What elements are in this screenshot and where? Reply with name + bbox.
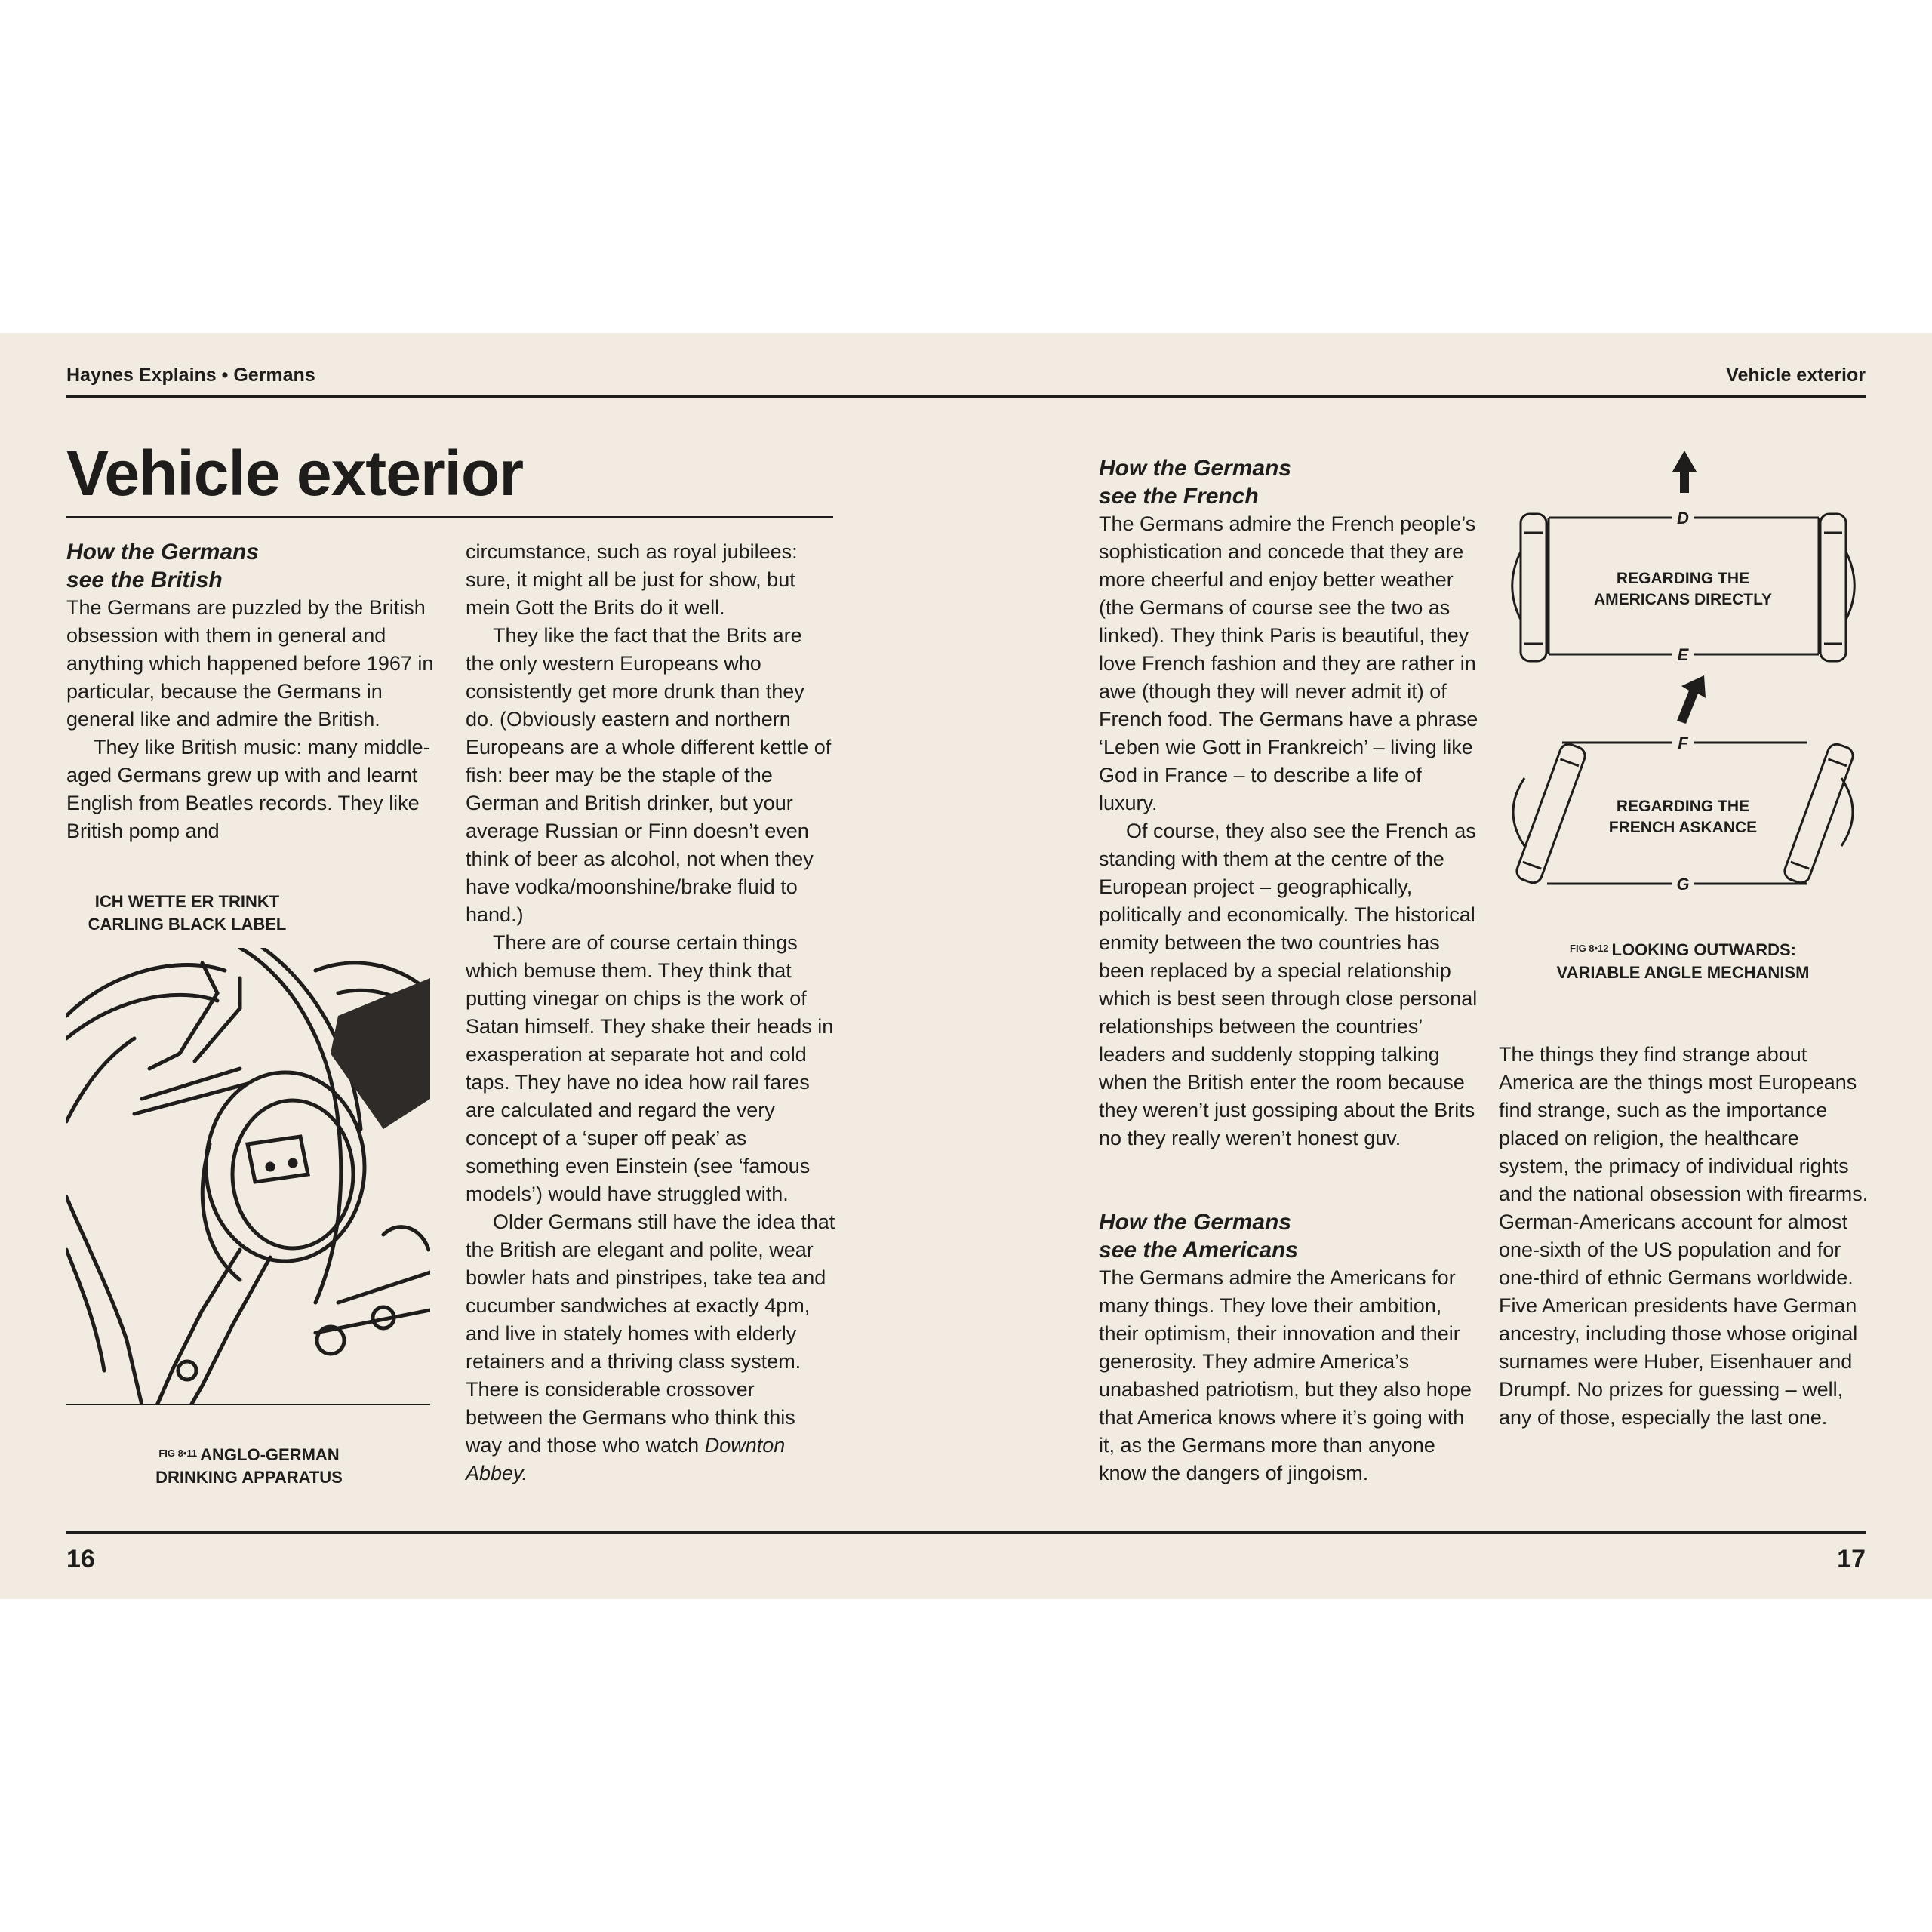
- drinking-apparatus-illustration: [66, 948, 430, 1405]
- fig11-callout-line1: ICH WETTE ER TRINKT: [94, 892, 280, 911]
- americans-column-2: [1499, 1041, 1869, 1432]
- fig12-number: FIG 8•12: [1570, 943, 1609, 954]
- arrow-diagonal-icon: [1677, 675, 1706, 724]
- arrow-up-icon: [1672, 451, 1697, 493]
- british-paragraph: circumstance, such as royal jubilees: sure, it might all be just for show, but mein Gott the Brits do it well.: [466, 540, 798, 619]
- header-rule: [66, 395, 1866, 398]
- americans-heading-line2: see the Americans: [1099, 1238, 1299, 1263]
- label-d: D: [1677, 509, 1689, 528]
- running-head-left: Haynes Explains • Germans: [66, 365, 315, 386]
- downton-abbey-title: Downton Abbey.: [466, 1434, 786, 1484]
- fig12-caption-line2: VARIABLE ANGLE MECHANISM: [1556, 963, 1810, 982]
- page-number-left: 16: [66, 1545, 95, 1574]
- book-spread: [0, 333, 1932, 1599]
- title-rule: [66, 516, 833, 518]
- fig11-caption-line1: ANGLO-GERMAN: [200, 1445, 340, 1464]
- french-paragraph: Of course, they also see the French as standing with them at the centre of the European project – geographically, politically and economically. The historical enmity between the two countries has been replaced by a special relationship which is best seen through close personal relationships between the countries’ leaders and suddenly stopping talking when the British enter the room because they weren’t just gossiping about the Brits no they really weren’t honest guv.: [1099, 820, 1478, 1149]
- fig11-caption-line2: DRINKING APPARATUS: [155, 1468, 343, 1487]
- french-column: [1099, 454, 1480, 1152]
- label-e: E: [1677, 645, 1689, 664]
- british-heading-line1: How the Germans: [66, 540, 260, 565]
- lower-label-line2: FRENCH ASKANCE: [1608, 819, 1758, 836]
- fig11-callout-line2: CARLING BLACK LABEL: [88, 915, 287, 934]
- british-paragraph: They like British music: many middle-aged Germans grew up with and learnt English from Beatles records. They like British pomp and: [66, 736, 430, 842]
- fig12-caption: [1502, 937, 1864, 984]
- page-number-right: 17: [1837, 1545, 1866, 1574]
- fig11-caption: [106, 1442, 392, 1489]
- french-heading-line1: How the Germans: [1099, 456, 1292, 481]
- upper-label-line2: AMERICANS DIRECTLY: [1593, 591, 1773, 608]
- british-paragraph: There are of course certain things which bemuse them. They think that putting vinegar on chips is the work of Satan himself. They shake their heads in exasperation at separate hot and cold taps. They have no idea how rail fares are calculated and regard the very concept of a ‘super off peak’ as something even Einstein (see ‘famous models’) would have struggled with.: [466, 931, 834, 1205]
- page-title: Vehicle exterior: [66, 438, 524, 509]
- americans-paragraph: The things they find strange about America are the things most Europeans find strange, such as the importance placed on religion, the healthcare system, the primacy of individual rights and the national obsession with firearms. German-Americans account for almost one-sixth of the US population and for one-third of ethnic Germans worldwide. Five American presidents have German ancestry, including those whose original surnames were Huber, Eisenhauer and Drumpf. No prizes for guessing – well, any of those, especially the last one.: [1499, 1043, 1869, 1429]
- variable-angle-mechanism-diagram: [1494, 446, 1864, 899]
- label-g: G: [1676, 875, 1690, 894]
- fig12-caption-line1: LOOKING OUTWARDS:: [1611, 940, 1796, 959]
- british-paragraph: [466, 1208, 835, 1487]
- british-paragraph-text: Older Germans still have the idea that the British are elegant and polite, wear bowler hats and pinstripes, take tea and cucumber sandwiches at exactly 4pm, and live in stately homes with elderly retainers and a thriving class system. There is considerable crossover between the Germans who think this way and those who watch: [466, 1211, 835, 1457]
- french-paragraph: The Germans admire the French people’s sophistication and concede that they are more cheerful and enjoy better weather (the Germans of course see the two as linked). They think Paris is beautiful, they love French fashion and they are rather in awe (though they will never admit it) of French food. The Germans have a phrase ‘Leben wie Gott in Frankreich’ – living like God in France – to describe a life of luxury.: [1099, 512, 1478, 814]
- upper-label-line1: REGARDING THE: [1616, 570, 1750, 587]
- lower-label-line1: REGARDING THE: [1616, 798, 1750, 815]
- fig11-number: FIG 8•11: [158, 1447, 198, 1459]
- french-heading-line2: see the French: [1099, 484, 1259, 509]
- americans-paragraph: The Germans admire the Americans for many things. They love their ambition, their optimism, their innovation and their generosity. They admire America’s unabashed patriotism, but they also hope that America knows where it’s going with it, as the Germans more than anyone know the dangers of jingoism.: [1099, 1266, 1472, 1484]
- footer-rule: [66, 1531, 1866, 1534]
- americans-column: [1099, 1208, 1480, 1487]
- label-f: F: [1678, 734, 1688, 752]
- running-head-right: Vehicle exterior: [1726, 365, 1866, 386]
- british-column-2: [466, 538, 835, 1487]
- fig11-callout: [66, 891, 308, 936]
- british-column-1: [66, 538, 444, 845]
- british-paragraph: The Germans are puzzled by the British obsession with them in general and anything which happened before 1967 in particular, because the Germans in general like and admire the British.: [66, 596, 434, 731]
- americans-heading-line1: How the Germans: [1099, 1210, 1292, 1235]
- british-paragraph: They like the fact that the Brits are the only western Europeans who consistently get more drunk than they do. (Obviously eastern and northern Europeans are a whole different kettle of fish: beer may be the staple of the German and British drinker, but your average Russian or Finn doesn’t even think of beer as alcohol, not when they have vodka/moonshine/brake fluid to hand.): [466, 624, 832, 926]
- british-heading-line2: see the British: [66, 568, 223, 592]
